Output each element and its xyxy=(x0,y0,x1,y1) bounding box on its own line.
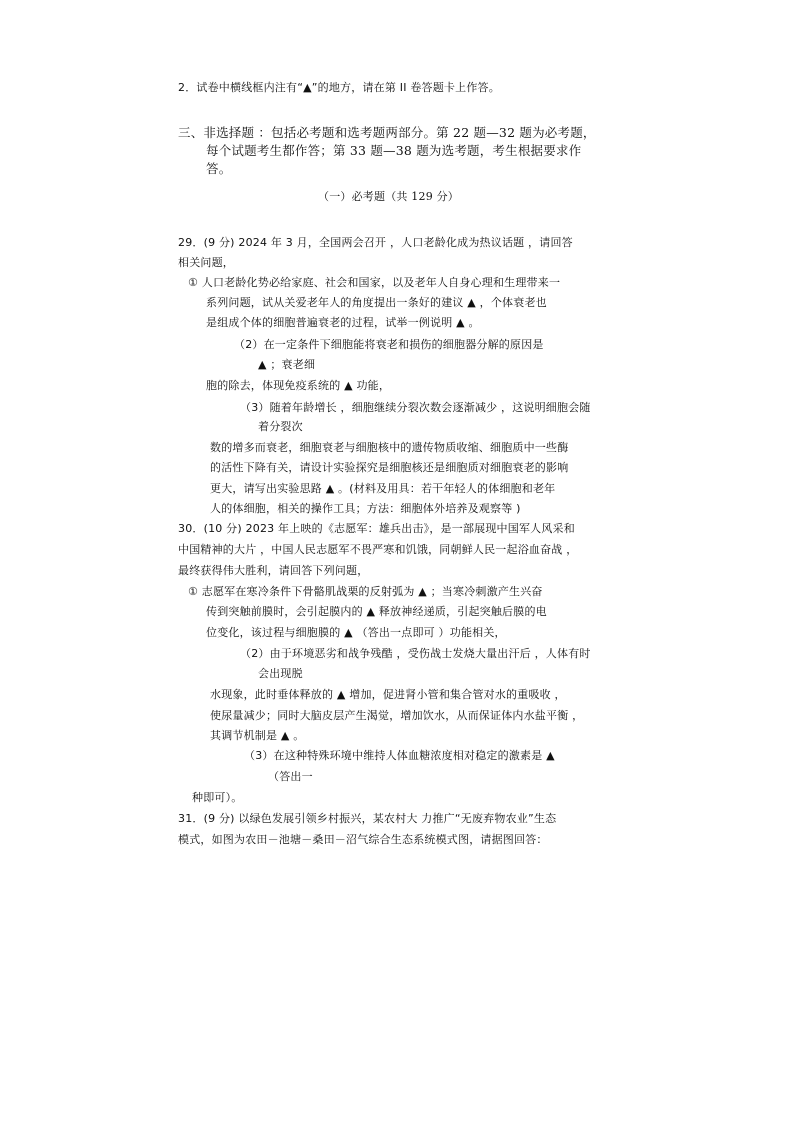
q29-line-6: （2）在一定条件下细胞能将衰老和损伤的细胞器分解的原因是 xyxy=(234,338,544,351)
q29-line-11: 数的增多而衰老，细胞衰老与细胞核中的遗传物质收缩、细胞质中一些酶 xyxy=(210,441,569,454)
q30-line-12: （3）在这种特殊环境中维持人体血糖浓度相对稳定的激素是 ▲ xyxy=(244,749,555,762)
q30-line-9: 水现象，此时垂体释放的 ▲ 增加，促进肾小管和集合管对水的重吸收 ， xyxy=(210,688,566,701)
section-3-line-3: 答。 xyxy=(206,161,232,176)
q30-line-6: 位变化，该过程与细胞膜的 ▲ （答出一点即可 ）功能相关， xyxy=(206,626,506,639)
q29-line-10: 着分裂次 xyxy=(258,420,303,433)
q29-line-14: 人的体细胞，相关的操作工具；方法：细胞体外培养及观察等 ) xyxy=(210,502,521,515)
q29-line-4: 系列问题，试从关爱老年人的角度提出一条好的建议 ▲ ，个体衰老也 xyxy=(206,296,547,309)
q29-line-9: （3）随着年龄增长 ，细胞继续分裂次数会逐渐减少 ，这说明细胞会随 xyxy=(240,401,591,414)
q31-line-1: 31．(9 分) 以绿色发展引领乡村振兴，某农村大 力推广“无废弃物农业”生态 xyxy=(178,812,557,825)
q30-line-7: （2）由于环境恶劣和战争残酷 ，受伤战士发烧大量出汗后 ，人体有时 xyxy=(240,647,591,660)
q30-line-11: 其调节机制是 ▲ 。 xyxy=(210,729,305,742)
q30-line-5: 传到突触前膜时，会引起膜内的 ▲ 释放神经递质，引起突触后膜的电 xyxy=(206,605,547,618)
q29-line-5: 是组成个体的细胞普遍衰老的过程，试举一例说明 ▲ 。 xyxy=(206,316,480,329)
section-heading: （一）必考题（共 129 分） xyxy=(318,190,459,203)
q29-line-3: ① 人口老龄化势必给家庭、社会和国家，以及老年人自身心理和生理带来一 xyxy=(188,276,561,289)
q29-line-7: ▲ ；衰老细 xyxy=(258,358,316,371)
section-3-line-2: 每个试题考生都作答；第 33 题—38 题为选考题，考生根据要求作 xyxy=(206,143,582,158)
q30-line-2: 中国精神的大片 ，中国人民志愿军不畏严寒和饥饿，同朝鲜人民一起浴血奋战 ， xyxy=(178,543,578,556)
q30-line-1: 30．(10 分) 2023 年上映的《志愿军：雄兵出击》，是一部展现中国军人风采和 xyxy=(178,522,575,535)
q29-line-2: 相关问题， xyxy=(178,256,234,269)
q30-line-8: 会出现脱 xyxy=(258,667,303,680)
q29-line-12: 的活性下降有关，请设计实验探究是细胞核还是细胞质对细胞衰老的影响 xyxy=(210,461,569,474)
note-2: 2．试卷中横线框内注有“▲”的地方，请在第 II 卷答题卡上作答。 xyxy=(178,81,500,94)
q31-line-2: 模式，如图为农田－池塘－桑田－沼气综合生态系统模式图，请据图回答： xyxy=(178,833,548,846)
q30-line-10: 使尿量减少；同时大脑皮层产生渴觉，增加饮水，从而保证体内水盐平衡 ， xyxy=(210,709,584,722)
q29-line-1: 29．(9 分) 2024 年 3 月，全国两会召开 ，人口老龄化成为热议话题 ，请回答 xyxy=(178,236,573,249)
q29-line-8: 胞的除去，体现免疫系统的 ▲ 功能， xyxy=(206,379,391,392)
q30-line-14: 种即可）。 xyxy=(192,791,243,804)
q30-line-3: 最终获得伟大胜利，请回答下列问题， xyxy=(178,564,369,577)
q29-line-13: 更大，请写出实验思路 ▲ 。(材料及用具：若干年轻人的体细胞和老年 xyxy=(210,482,556,495)
q30-line-4: ① 志愿军在寒冷条件下骨骼肌战栗的反射弧为 ▲ ；当寒冷刺激产生兴奋 xyxy=(188,585,543,598)
q30-line-13: （答出一 xyxy=(268,770,313,783)
section-3-line-1: 三、非选择题 ：包括必考题和选考题两部分。第 22 题—32 题为必考题， xyxy=(178,125,596,140)
